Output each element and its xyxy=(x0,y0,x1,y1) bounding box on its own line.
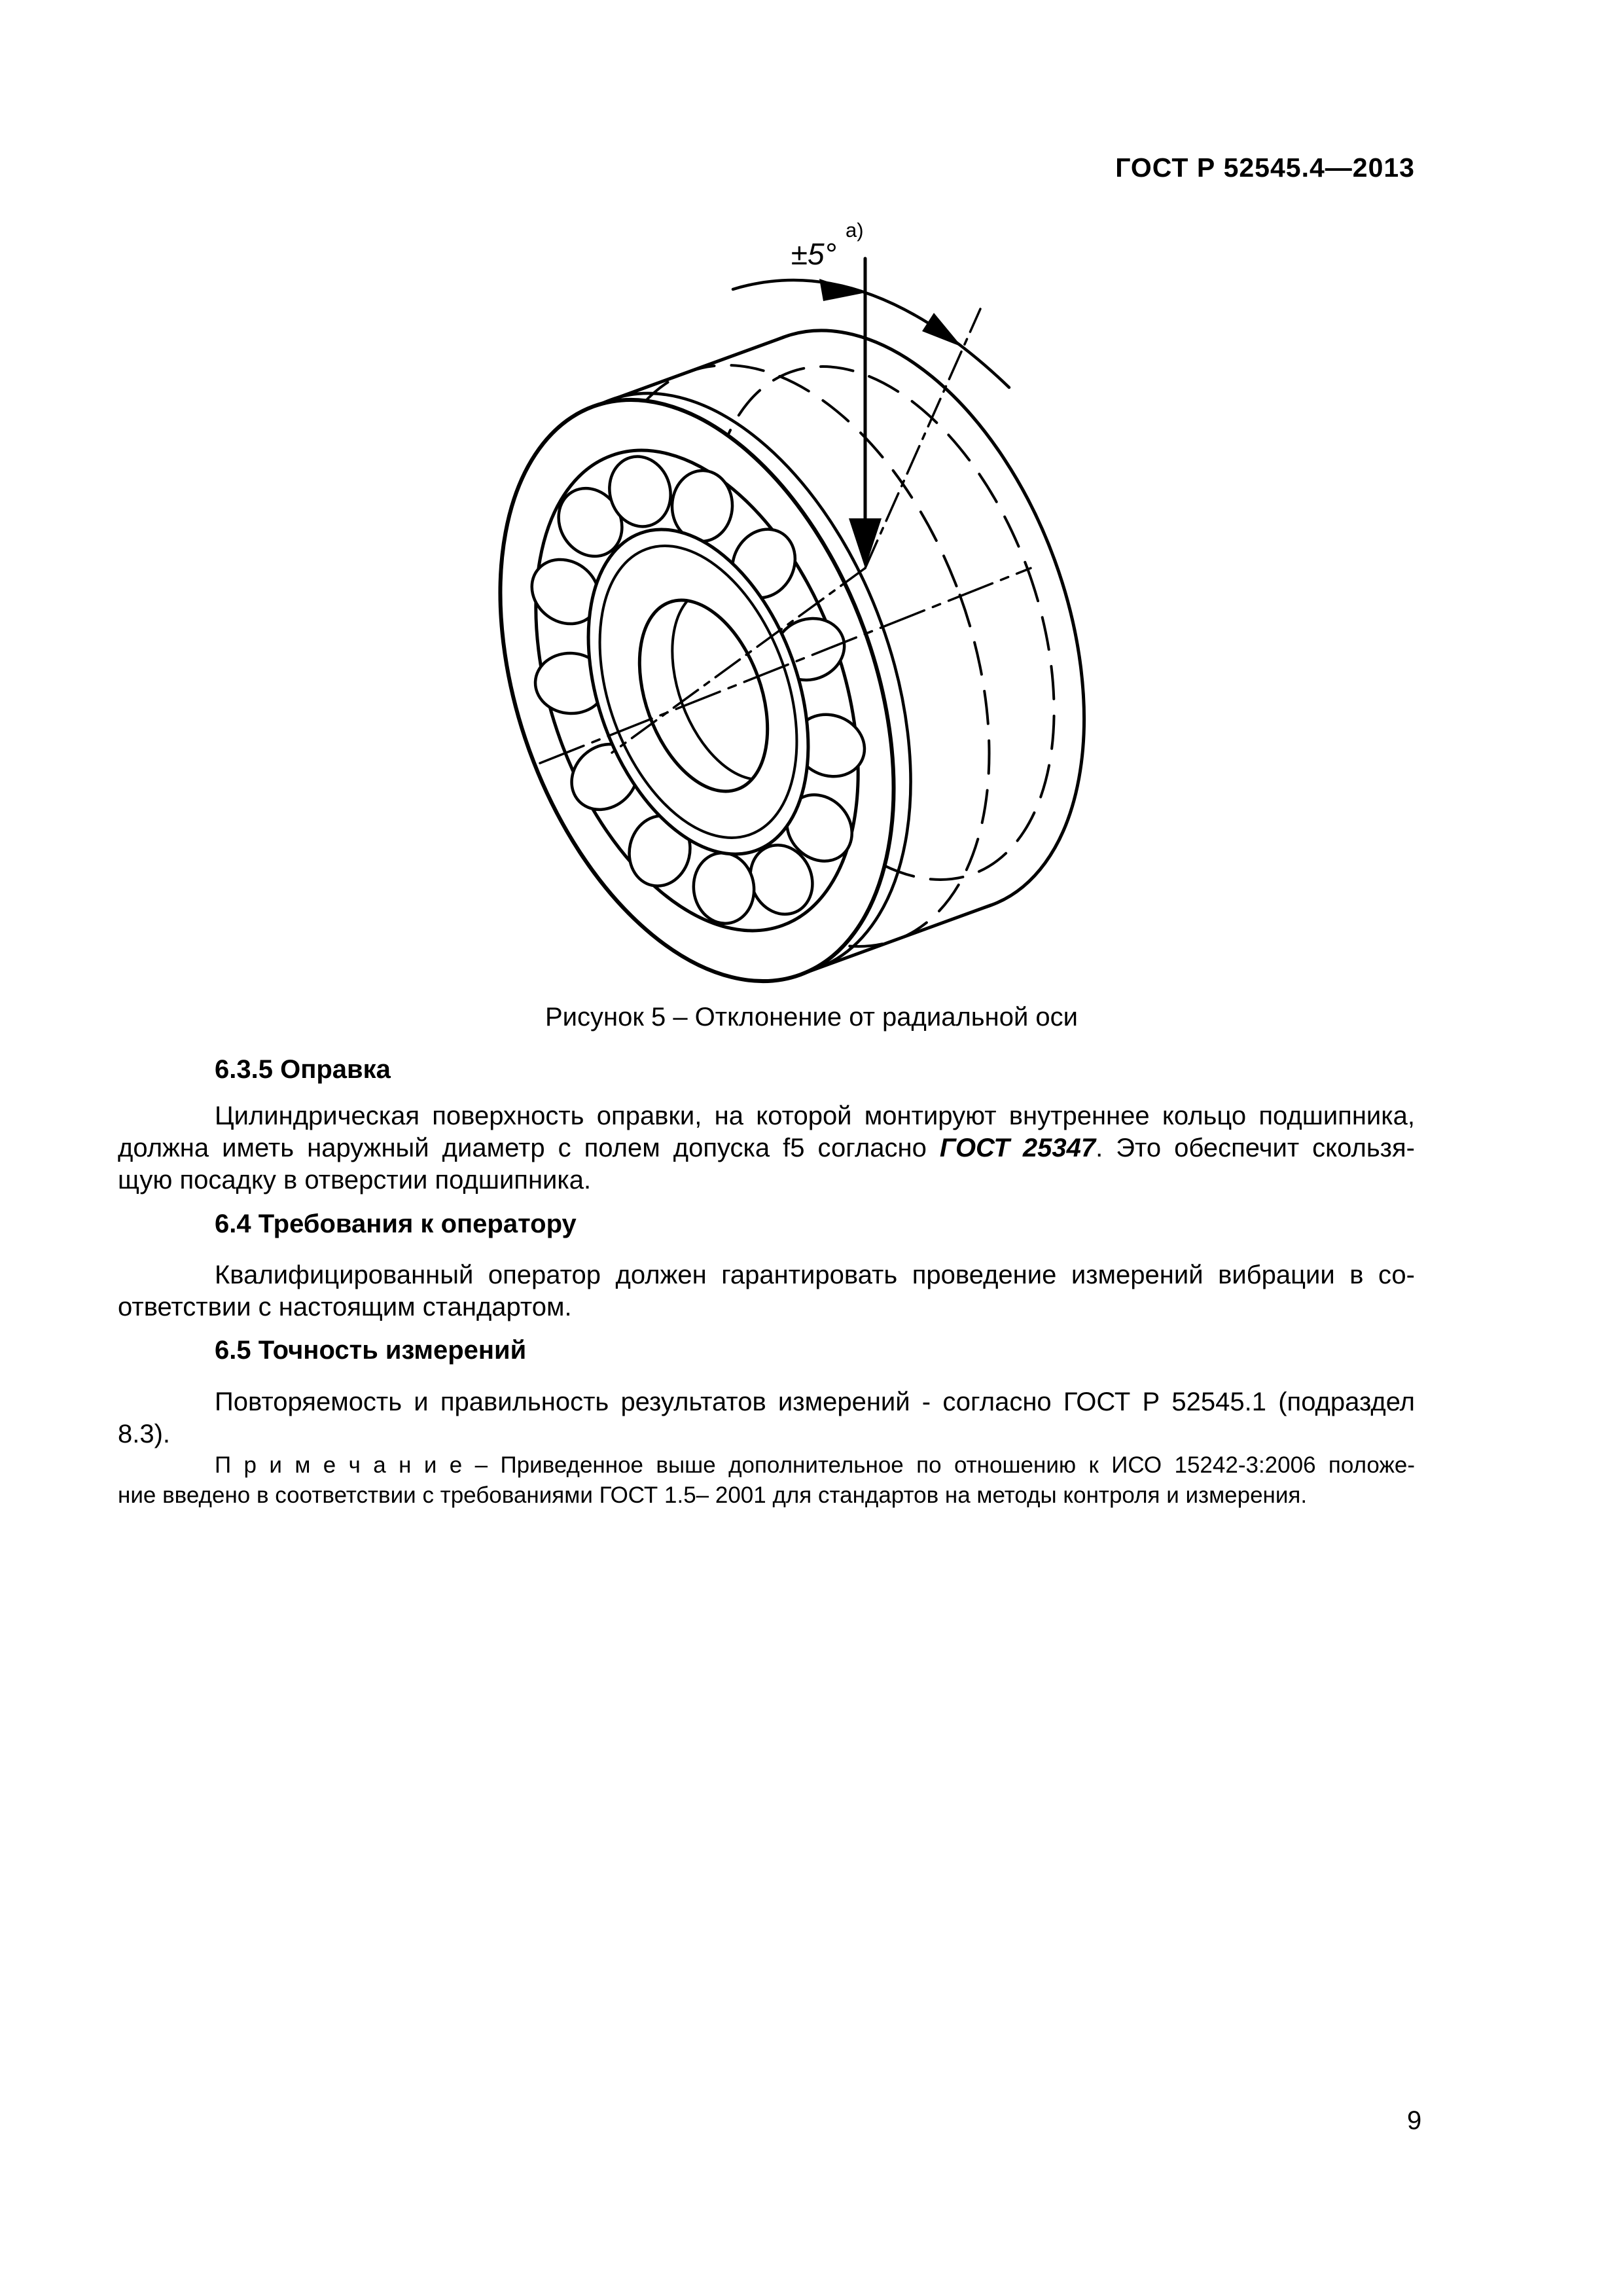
text-run: должна иметь наружный диаметр с полем допуска f5 согласно xyxy=(118,1134,927,1162)
paragraph-line: Повторяемость и правильность результатов измерений - согласно ГОСТ Р 52545.1 (подраздел xyxy=(215,1388,1415,1416)
paragraph-line: П р и м е ч а н и е – Приведенное выше дополнительное по отношению к ИСО 15242-3:2006 положе- xyxy=(215,1452,1415,1478)
section-heading-6-3-5: 6.3.5 Оправка xyxy=(215,1055,391,1084)
bearing-diagram xyxy=(445,196,1263,1008)
paragraph-line: ответствии с настоящим стандартом. xyxy=(118,1293,572,1321)
paragraph-operator xyxy=(118,1259,1415,1323)
paragraph-line: щую посадку в отверстии подшипника. xyxy=(118,1166,592,1194)
angle-label: ±5° xyxy=(791,237,836,271)
paragraph-line: Квалифицированный оператор должен гарантировать проведение измерений вибрации в со- xyxy=(215,1261,1415,1289)
paragraph-line xyxy=(118,1132,1415,1164)
standard-reference: ГОСТ 25347 xyxy=(939,1134,1096,1162)
page-number: 9 xyxy=(1407,2106,1422,2135)
footnote-marker: а) xyxy=(846,219,864,242)
paragraph-accuracy xyxy=(118,1386,1415,1450)
paragraph-mandrel xyxy=(118,1100,1415,1196)
paragraph-line: ние введено в соответствии с требованиями ГОСТ 1.5– 2001 для стандартов на методы контроля и измерения. xyxy=(118,1482,1308,1508)
figure-5 xyxy=(445,196,1263,1008)
section-heading-6-5: 6.5 Точность измерений xyxy=(215,1336,527,1365)
paragraph-line: Цилиндрическая поверхность оправки, на которой монтируют внутреннее кольцо подшипника, xyxy=(215,1102,1415,1130)
figure-caption: Рисунок 5 – Отклонение от радиальной оси xyxy=(544,1003,1079,1031)
section-heading-6-4: 6.4 Требования к оператору xyxy=(215,1210,577,1238)
text-run: . Это обеспечит скользя- xyxy=(1096,1134,1415,1162)
paragraph-line: 8.3). xyxy=(118,1420,171,1448)
standard-number: ГОСТ Р 52545.4—2013 xyxy=(1115,152,1415,183)
note-paragraph xyxy=(118,1450,1415,1511)
